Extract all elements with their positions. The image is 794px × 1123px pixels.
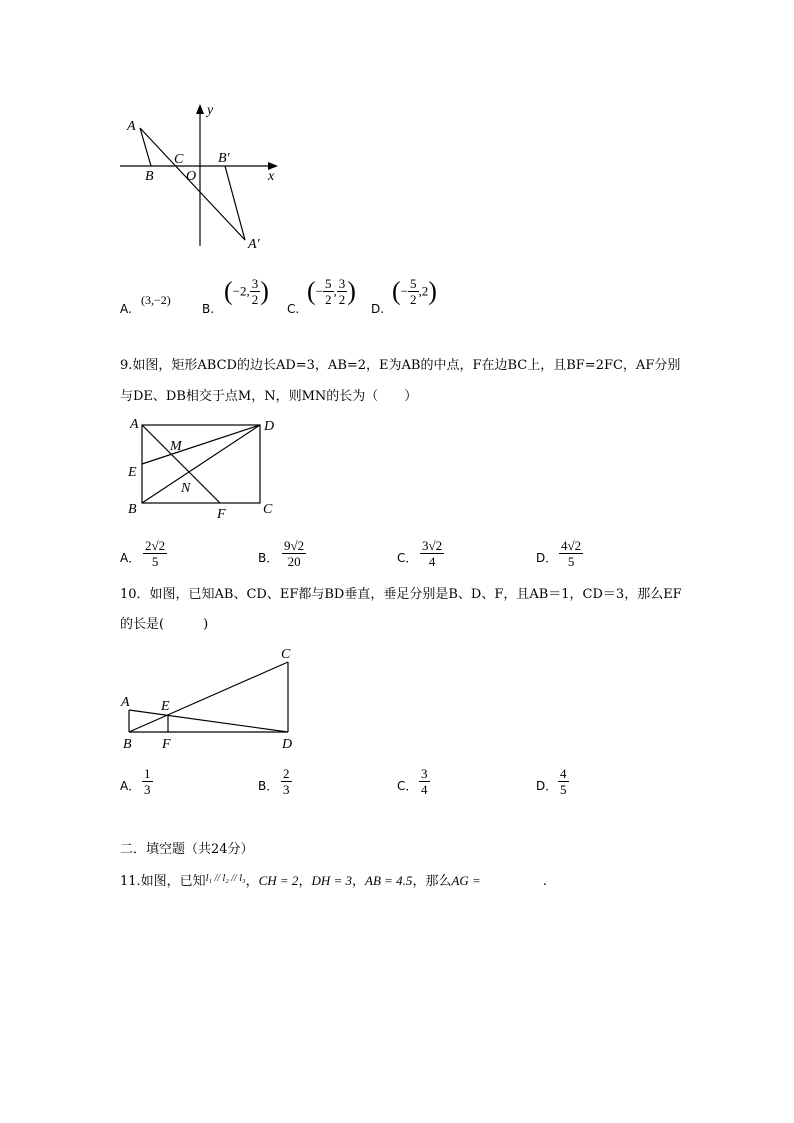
q11-parallel: l₁ // l₂ // l₃ (205, 873, 246, 884)
q8-label-b-prime: B′ (218, 151, 230, 166)
q11-question (120, 870, 547, 889)
q9-label-f: F (217, 507, 226, 522)
q8-option-a[interactable]: A. (120, 302, 132, 316)
q10-label-d: D (282, 737, 293, 752)
q9-option-c-frac: $\frac{3√2}{4}$ (422, 538, 443, 569)
q9-option-c[interactable]: C． (397, 551, 418, 565)
q8-label-a: A (127, 119, 136, 134)
q11-ag: AG = (451, 873, 481, 888)
q10-label-a: A (121, 695, 130, 710)
q9-label-d: D (264, 419, 275, 434)
q9-rectangle-figure (120, 410, 290, 525)
q11-ab: AB = 4.5 (365, 873, 413, 888)
q8-label-b: B (145, 169, 154, 184)
q8-option-b-value: (−2, $\frac{3}{2}$ ) (224, 276, 269, 307)
q8-option-c[interactable]: C. (287, 302, 300, 316)
q10-question-line1: 10．如图，已知AB、CD、EF都与BD垂直，垂足分别是B、D、F，且AB＝1，CD＝3，那么EF (120, 587, 682, 602)
q10-option-b-frac: $\frac{2}{3}$ (283, 766, 290, 797)
q9-label-c: C (263, 502, 273, 517)
q8-label-a-prime: A′ (248, 237, 260, 252)
q9-question-line1: 9.如图，矩形ABCD的边长AD=3，AB=2，E为AB的中点，F在边BC上，且BF=2FC，AF分别 (120, 358, 681, 373)
q8-label-y: y (207, 103, 214, 118)
q8-option-b[interactable]: B. (202, 302, 215, 316)
q11-end: . (542, 874, 547, 889)
q11-then: ，那么 (412, 874, 452, 889)
q8-option-c-value: (− $\frac{5}{2}$ , $\frac{3}{2}$ ) (307, 276, 356, 307)
q9-option-a-frac: $\frac{2√2}{5}$ (145, 538, 166, 569)
q10-label-e: E (161, 699, 170, 714)
q8-label-c: C (174, 152, 184, 167)
q11-dh: DH = 3 (311, 873, 353, 888)
q10-option-a[interactable]: A． (120, 779, 141, 793)
q11-ch: CH = 2 (258, 873, 299, 888)
q8-option-d-value: (− $\frac{5}{2}$ ,2) (392, 276, 437, 307)
q8-label-o: O (186, 169, 197, 184)
q10-option-d[interactable]: D． (536, 779, 558, 793)
q8-coordinate-figure (110, 100, 290, 260)
q9-label-n: N (181, 481, 191, 496)
q8-option-a-value: (3,−2) (141, 293, 171, 307)
q10-option-c[interactable]: C． (397, 779, 418, 793)
q8-label-x: x (268, 169, 275, 184)
q10-option-d-frac: $\frac{4}{5}$ (560, 766, 567, 797)
q10-label-c: C (281, 647, 291, 662)
q10-label-f: F (162, 737, 171, 752)
q11-prefix: 11.如图，已知 (120, 874, 206, 889)
q10-option-c-frac: $\frac{3}{4}$ (421, 766, 428, 797)
q8-option-d[interactable]: D. (371, 302, 385, 316)
section-title-fill-blank: 二．填空题（共24分） (120, 842, 254, 857)
q11-sep-3: ， (352, 874, 366, 889)
q11-sep-1: ， (245, 874, 259, 889)
q9-label-m: M (170, 439, 182, 454)
q10-triangle-figure (115, 640, 305, 755)
q9-option-a[interactable]: A． (120, 551, 141, 565)
q9-label-b: B (128, 502, 137, 517)
q9-option-d[interactable]: D． (536, 551, 558, 565)
q10-label-b: B (123, 737, 132, 752)
q11-sep-2: ， (298, 874, 312, 889)
q9-label-a: A (130, 417, 139, 432)
q9-option-b[interactable]: B． (258, 551, 279, 565)
q10-question-line2: 的长是( ) (120, 617, 209, 632)
q9-question-line2: 与DE、DB相交于点M，N，则MN的长为（ ） (120, 389, 418, 404)
q9-label-e: E (128, 465, 137, 480)
q10-option-b[interactable]: B． (258, 779, 279, 793)
q9-option-b-frac: $\frac{9√2}{20}$ (284, 538, 305, 569)
q10-option-a-frac: $\frac{1}{3}$ (144, 766, 151, 797)
q9-option-d-frac: $\frac{4√2}{5}$ (561, 538, 582, 569)
